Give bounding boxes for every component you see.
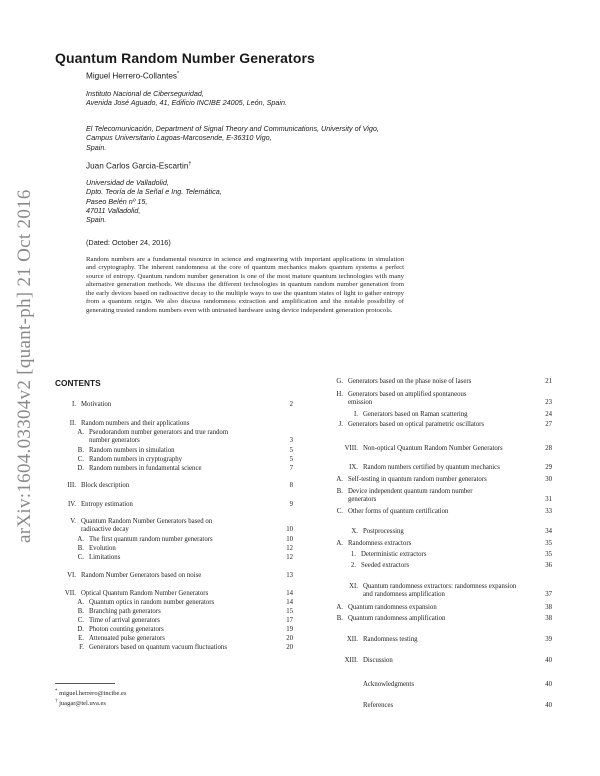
toc-title-line: Quantum optics in random number generators xyxy=(89,599,215,606)
toc-title xyxy=(81,518,212,534)
toc-title-line: Motivation xyxy=(81,401,112,408)
toc-page: 12 xyxy=(286,554,293,561)
footnote-mark: * xyxy=(55,689,58,694)
toc-title xyxy=(81,420,189,428)
toc-title xyxy=(81,482,129,490)
toc-title xyxy=(363,445,503,453)
toc-title xyxy=(89,617,160,625)
toc-page: 3 xyxy=(289,437,293,444)
toc-title-line: radioactive decay xyxy=(81,526,129,533)
toc-title xyxy=(348,476,487,484)
affiliation-line: Paseo Belén nº 15, xyxy=(86,196,148,206)
toc-title-line: Random numbers in fundamental science xyxy=(89,465,202,472)
toc-title xyxy=(348,540,411,548)
toc-number: IV. xyxy=(68,501,76,508)
toc-title xyxy=(89,554,120,562)
toc-title xyxy=(361,551,427,559)
toc-title-line: Optical Quantum Random Number Generators xyxy=(81,590,209,597)
toc-title-line: Non-optical Quantum Random Number Generators xyxy=(363,445,503,452)
toc-title-line: Quantum randomness amplification xyxy=(348,615,446,622)
toc-title xyxy=(89,626,164,634)
toc-number: A. xyxy=(77,536,84,543)
toc-number: B. xyxy=(336,615,343,622)
toc-title-line: Generators based on the phase noise of lasers xyxy=(348,378,472,385)
toc-title xyxy=(363,411,468,419)
toc-title-line: Device independent quantum random number xyxy=(348,488,473,495)
author-mark: † xyxy=(188,161,192,167)
toc-title-line: Limitations xyxy=(89,554,121,561)
toc-page: 34 xyxy=(545,528,552,535)
toc-title xyxy=(348,421,484,429)
toc-page: 5 xyxy=(289,456,293,463)
toc-page: 21 xyxy=(545,378,552,385)
toc-page: 12 xyxy=(286,545,293,552)
affiliation xyxy=(86,124,379,152)
paper-title: Quantum Random Number Generators xyxy=(55,50,315,66)
toc-title xyxy=(348,391,467,407)
toc-title-line: Quantum Random Number Generators based on xyxy=(81,518,213,525)
toc-title xyxy=(89,599,214,607)
affiliation-line: Campus Universitario Lagoas-Marcosende, E-36310 Vigo, xyxy=(86,133,272,143)
toc-title xyxy=(363,528,404,536)
toc-title-line: Quantum randomness expansion xyxy=(348,604,437,611)
toc-title-line: Quantum randomness extractors: randomness expansion xyxy=(363,583,517,590)
toc-page: 28 xyxy=(545,445,552,452)
toc-title-line: Random Number Generators based on noise xyxy=(81,572,202,579)
toc-title xyxy=(89,644,227,652)
toc-title xyxy=(363,583,516,599)
author-name xyxy=(86,161,191,171)
abstract: Random numbers are a fundamental resource in science and engineering with important applications in simulation and cryptography. The inherent randomness at the core of quantum mechanics makes quantum systems a perfect source of entropy. Quantum random number generation is one of the most mature quantum technologies with many alternative generation methods. We discuss the different technologies in quantum random number generation from the early devices based on radioactive decay to the multiple ways to use the quantum states of light to gather entropy from a quantum origin. We also discuss randomness extraction and amplification and the notable possibility of generating trusted random numbers even with untrusted hardware using device independent generation protocols. xyxy=(86,256,404,314)
toc-number: C. xyxy=(77,456,84,463)
toc-page: 17 xyxy=(286,617,293,624)
toc-page: 8 xyxy=(289,482,293,489)
toc-title xyxy=(89,465,202,473)
toc-number: D. xyxy=(77,465,84,472)
toc-title-line: and randomness amplification xyxy=(363,591,445,598)
toc-number: VII. xyxy=(64,590,76,597)
toc-number: A. xyxy=(336,540,343,547)
toc-title-line: Seeded extractors xyxy=(361,562,410,569)
toc-page: 14 xyxy=(286,599,293,606)
toc-title xyxy=(363,657,393,665)
toc-page: 7 xyxy=(289,465,293,472)
toc-page: 15 xyxy=(286,608,293,615)
toc-page: 13 xyxy=(286,572,293,579)
toc-title xyxy=(348,378,471,386)
toc-number: E. xyxy=(78,635,84,642)
toc-title-line: Generators based on quantum vacuum fluctuations xyxy=(89,644,227,651)
affiliation-line: 47011 Valladolid, xyxy=(86,205,141,215)
toc-number: III. xyxy=(67,482,76,489)
toc-number: I. xyxy=(72,401,76,408)
toc-title-line: Random numbers in simulation xyxy=(89,447,175,454)
toc-number: H. xyxy=(336,391,343,398)
toc-number: B. xyxy=(77,608,84,615)
toc-title-line: Randomness extractors xyxy=(348,540,412,547)
toc-number: XIII. xyxy=(344,657,358,664)
toc-title xyxy=(81,590,208,598)
toc-page: 40 xyxy=(545,681,552,688)
toc-title-line: Pseudorandom number generators and true random xyxy=(89,429,229,436)
toc-page: 36 xyxy=(545,562,552,569)
toc-number: A. xyxy=(77,599,84,606)
toc-number: XI. xyxy=(349,583,358,590)
toc-number: I. xyxy=(354,411,358,418)
toc-title-line: References xyxy=(363,702,394,709)
toc-number: 2. xyxy=(350,562,356,569)
toc-title xyxy=(81,401,111,409)
toc-page: 29 xyxy=(545,464,552,471)
toc-page: 20 xyxy=(286,644,293,651)
toc-title-line: The first quantum random number generators xyxy=(89,536,213,543)
toc-title xyxy=(89,545,116,553)
toc-title-line: Randomness testing xyxy=(363,636,418,643)
toc-title-line: number generators xyxy=(89,437,140,444)
toc-number: C. xyxy=(77,617,84,624)
toc-title xyxy=(363,464,500,472)
toc-title-line: Photon counting generators xyxy=(89,626,164,633)
toc-number: X. xyxy=(351,528,358,535)
toc-number: B. xyxy=(77,545,84,552)
toc-number: VI. xyxy=(67,572,76,579)
toc-title xyxy=(348,615,445,623)
toc-page: 20 xyxy=(286,635,293,642)
affiliation xyxy=(86,178,222,224)
toc-page: 10 xyxy=(286,526,293,533)
toc-title-line: Random numbers in cryptography xyxy=(89,456,183,463)
toc-page: 33 xyxy=(545,508,552,515)
toc-title-line: Entropy estimation xyxy=(81,501,133,508)
toc-page: 39 xyxy=(545,636,552,643)
toc-number: D. xyxy=(77,626,84,633)
toc-title-line: Generators based on amplified spontaneous xyxy=(348,391,467,398)
toc-page: 40 xyxy=(545,702,552,709)
toc-number: G. xyxy=(336,378,343,385)
toc-title xyxy=(89,608,161,616)
toc-number: IX. xyxy=(349,464,358,471)
toc-page: 9 xyxy=(289,501,293,508)
toc-title xyxy=(363,681,414,689)
toc-number: 1. xyxy=(350,551,356,558)
affiliation-line: Dpto. Teoría de la Señal e Ing. Telemática, xyxy=(86,187,222,197)
affiliation-line: Universidad de Valladolid, xyxy=(86,178,169,187)
footnote xyxy=(55,689,126,697)
toc-number: J. xyxy=(338,421,343,428)
toc-number: F. xyxy=(79,644,84,651)
toc-page: 40 xyxy=(545,657,552,664)
toc-number: C. xyxy=(77,554,84,561)
footnote xyxy=(55,699,106,707)
toc-title xyxy=(89,635,165,643)
toc-page: 2 xyxy=(289,401,293,408)
footnote-email[interactable]: miguel.herrero@incibe.es xyxy=(59,690,127,698)
toc-number: B. xyxy=(77,447,84,454)
toc-page: 30 xyxy=(545,476,552,483)
toc-title xyxy=(89,536,213,544)
toc-number: A. xyxy=(77,429,84,436)
toc-title xyxy=(89,447,175,455)
toc-title-line: Evolution xyxy=(89,545,116,552)
author-name xyxy=(86,71,179,81)
toc-number: A. xyxy=(336,476,343,483)
toc-page: 10 xyxy=(286,536,293,543)
toc-number: A. xyxy=(336,604,343,611)
footnote-rule xyxy=(55,683,115,684)
toc-title-line: Deterministic extractors xyxy=(361,551,427,558)
author-name-text: Miguel Herrero-Collantes xyxy=(86,71,178,81)
toc-title xyxy=(89,456,182,464)
toc-title xyxy=(89,429,228,445)
toc-title xyxy=(81,572,201,580)
toc-title-line: Generators based on Raman scattering xyxy=(363,411,468,418)
toc-title-line: generators xyxy=(348,496,377,503)
toc-number: XII. xyxy=(346,636,358,643)
toc-title-line: Other forms of quantum certification xyxy=(348,508,449,515)
toc-title xyxy=(348,508,448,516)
arxiv-stamp-text: arXiv:1604.03304v2 [quant-ph] 21 Oct 2016 xyxy=(14,189,35,543)
toc-title-line: Block description xyxy=(81,482,130,489)
toc-title-line: Acknowledgments xyxy=(363,681,414,688)
toc-title xyxy=(348,604,437,612)
affiliation xyxy=(86,89,287,108)
toc-number: C. xyxy=(336,508,343,515)
dated-line: (Dated: October 24, 2016) xyxy=(86,238,171,247)
toc-title xyxy=(363,702,393,710)
toc-title xyxy=(363,636,418,644)
toc-title-line: Discussion xyxy=(363,657,393,664)
toc-page: 5 xyxy=(289,447,293,454)
footnote-email[interactable]: juagar@tel.uva.es xyxy=(59,700,106,708)
toc-page: 38 xyxy=(545,615,552,622)
affiliation-line: Spain. xyxy=(86,142,107,152)
affiliation-line: El Telecomunicación, Department of Signal Theory and Communications, University of Vigo, xyxy=(86,124,379,133)
toc-number: V. xyxy=(70,518,76,525)
toc-page: 27 xyxy=(545,421,552,428)
affiliation-line: Instituto Nacional de Ciberseguridad, xyxy=(86,89,204,98)
toc-number: VIII. xyxy=(344,445,358,452)
toc-title-line: Self-testing in quantum random number generators xyxy=(348,476,487,483)
arxiv-stamp xyxy=(0,0,40,776)
toc-title-line: Time of arrival generators xyxy=(89,617,160,624)
toc-title-line: Attenuated pulse generators xyxy=(89,635,165,642)
toc-page: 14 xyxy=(286,590,293,597)
toc-title-line: emission xyxy=(348,399,373,406)
footnote-mark: † xyxy=(55,699,58,704)
contents-heading: CONTENTS xyxy=(55,378,101,388)
toc-number: II. xyxy=(69,420,76,427)
affiliation-line: Avenida José Aguado, 41, Edificio INCIBE 24005, León, Spain. xyxy=(86,98,287,108)
toc-page: 35 xyxy=(545,551,552,558)
toc-title xyxy=(81,501,133,509)
toc-title xyxy=(348,488,473,504)
toc-title xyxy=(361,562,409,570)
toc-page: 35 xyxy=(545,540,552,547)
toc-page: 38 xyxy=(545,604,552,611)
toc-page: 19 xyxy=(286,626,293,633)
toc-title-line: Random numbers and their applications xyxy=(81,420,190,427)
toc-page: 31 xyxy=(545,496,552,503)
author-name-text: Juan Carlos Garcia-Escartin xyxy=(86,161,189,171)
toc-number: B. xyxy=(336,488,343,495)
affiliation-line: Spain. xyxy=(86,215,107,225)
toc-page: 24 xyxy=(545,411,552,418)
toc-page: 37 xyxy=(545,591,552,598)
toc-title-line: Random numbers certified by quantum mechanics xyxy=(363,464,500,471)
author-mark: * xyxy=(177,71,180,77)
toc-title-line: Postprocessing xyxy=(363,528,404,535)
toc-title-line: Branching path generators xyxy=(89,608,161,615)
toc-title-line: Generators based on optical parametric oscillators xyxy=(348,421,485,428)
toc-page: 23 xyxy=(545,399,552,406)
